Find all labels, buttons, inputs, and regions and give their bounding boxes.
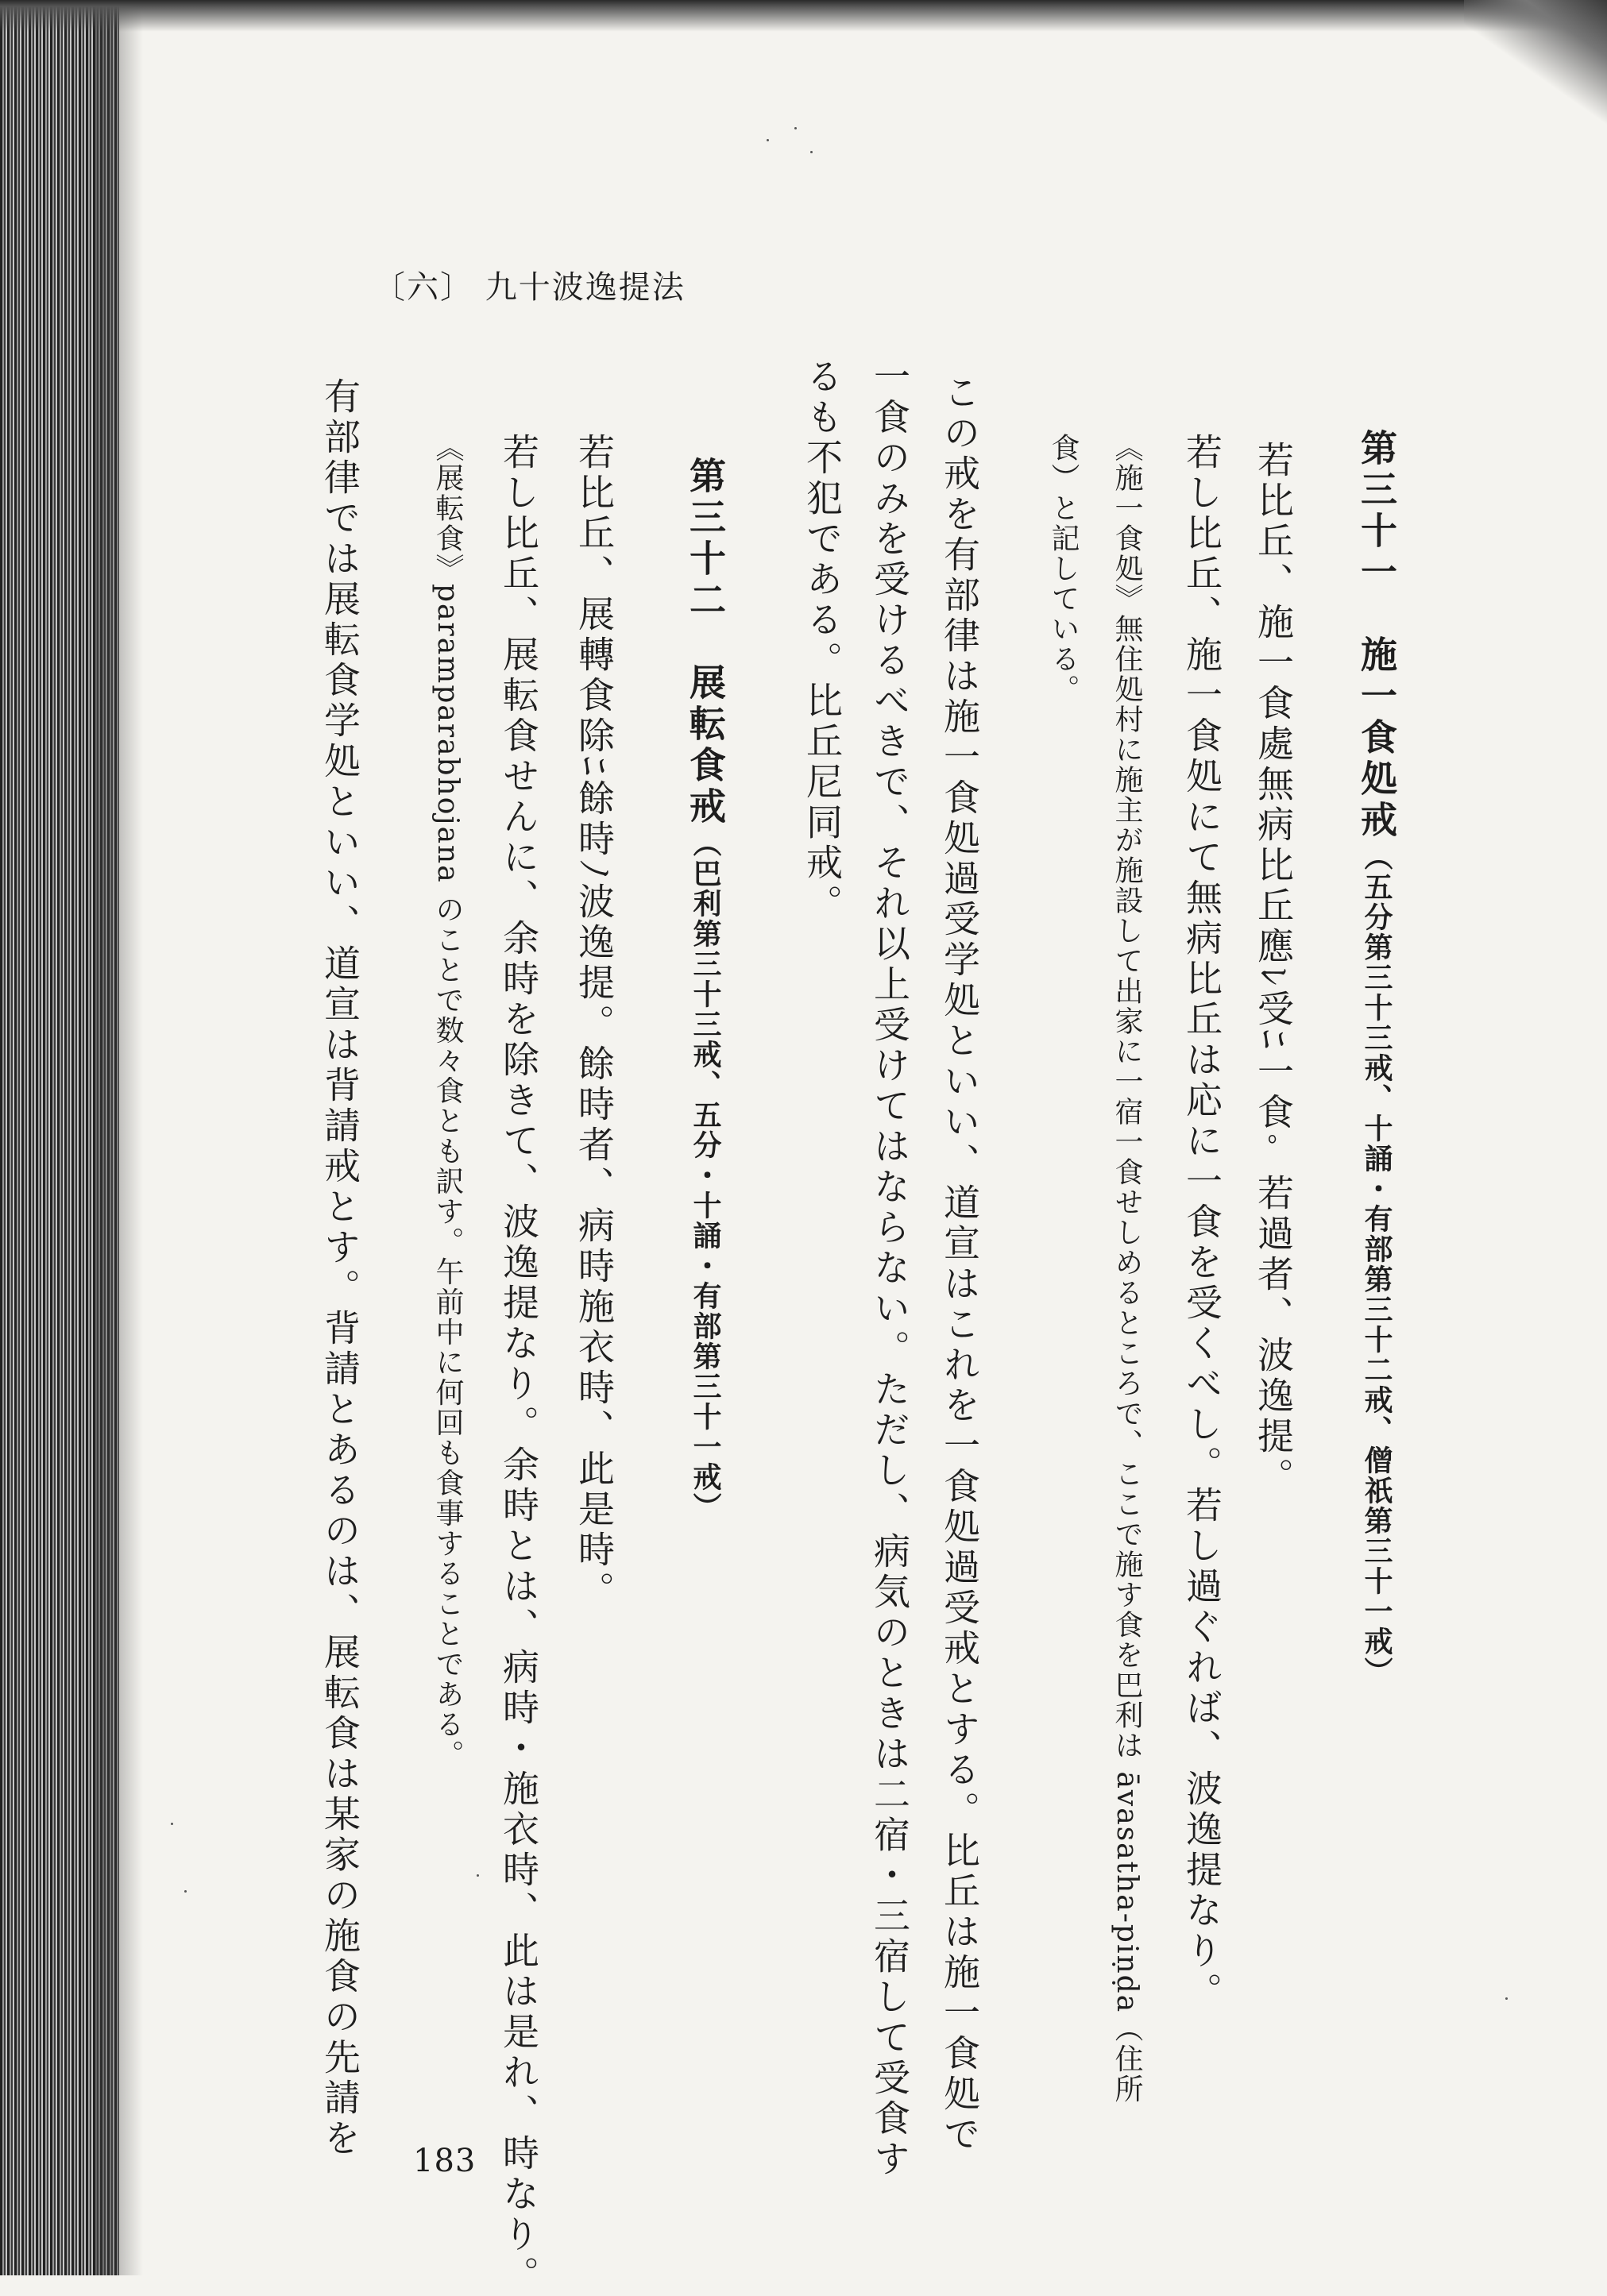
rule31-note-line2: 食）と記している。 <box>1047 433 1080 704</box>
rule32-heading-note: （巴利第三十三戒、五分・十誦・有部第三十一戒） <box>689 828 722 1522</box>
rule31-heading-note: （五分第三十三戒、十誦・有部第三十二戒、僧祇第三十一戒） <box>1360 842 1393 1687</box>
rule31-note-line1: 《施一食処》無住処村に施主が施設して出家に一宿一食せしめるところで、ここで施す食を巴利は āvasatha-piṇḍa（住所 <box>1111 433 1143 2105</box>
rule32-heading <box>684 457 727 1522</box>
rule31-comment-line3: るも不犯である。比丘尼同戒。 <box>801 357 844 924</box>
scan-speck <box>1505 1997 1508 2000</box>
page-number: 183 <box>413 2143 477 2179</box>
rule32-heading-title: 第三十二 展転食戒 <box>684 457 727 828</box>
rule31-comment-line2: 一食のみを受けるべきで、それ以上受けてはならない。ただし、病気のときは二宿・三宿して受食す <box>868 357 911 2180</box>
rule32-text: 若比丘、展轉食除ﾆ餘時ﾉ波逸提。餘時者、病時施衣時、此是時。 <box>573 433 616 1611</box>
rule31-heading-title: 第三十一 施一食処戒 <box>1355 429 1398 842</box>
rule31-translation: 若し比丘、施一食処にて無病比丘は応に一食を受くべし。若し過ぐれば、波逸提なり。 <box>1180 433 1223 2012</box>
rule31-text: 若比丘、施一食處無病比丘應ﾚ受ﾆ一食ﾟ若過者、波逸提。 <box>1252 441 1295 1498</box>
scan-speck <box>794 127 797 129</box>
page-gutter-shadow <box>95 0 143 2275</box>
rule32-comment: 有部律では展転食学処といい、道宣は背請戒とす。背請とあるのは、展転食は某家の施食の先請を <box>319 377 361 2159</box>
rule31-comment-line1: この戒を有部律は施一食処過受学処といい、道宣はこれを一食処過受戒とする。比丘は施一食処で <box>938 373 981 2155</box>
scan-speck <box>477 1874 479 1877</box>
page-corner-shadow <box>1464 0 1607 127</box>
scan-speck <box>171 1823 173 1825</box>
running-head: 〔六〕 九十波逸提法 <box>373 269 686 306</box>
rule32-note: 《展転食》paramparabhojana のことで数々食とも訳す。午前中に何回も食事することである。 <box>431 433 464 1770</box>
scan-speck <box>810 151 813 153</box>
scan-speck <box>767 139 769 141</box>
rule31-heading <box>1355 429 1398 1687</box>
rule32-translation: 若し比丘、展転食せんに、余時を除きて、波逸提なり。余時とは、病時・施衣時、此は是れ、時なり。 <box>497 433 540 2296</box>
top-shadow <box>0 0 1607 32</box>
scan-speck <box>184 1890 187 1893</box>
